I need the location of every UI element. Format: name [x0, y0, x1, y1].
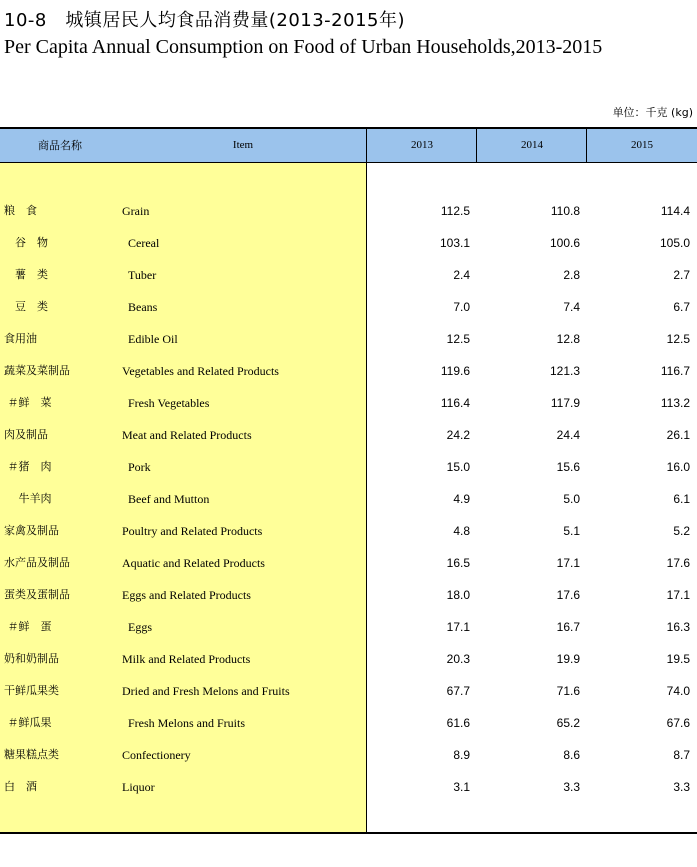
row-value-2013: 24.2 — [446, 428, 470, 442]
row-value-2013: 4.9 — [453, 492, 470, 506]
row-value-2013: 12.5 — [446, 332, 470, 346]
header-name-cn: 商品名称 — [38, 139, 82, 152]
row-label-cn: 牛羊肉 — [4, 492, 52, 505]
row-value-2015: 26.1 — [666, 428, 690, 442]
table-header — [0, 129, 697, 163]
table-row — [0, 611, 697, 643]
row-label-en: Tuber — [128, 268, 157, 282]
row-label-cn: ＃鲜 蛋 — [4, 620, 52, 633]
row-value-2013: 116.4 — [440, 396, 470, 410]
table-row — [0, 227, 697, 259]
row-value-2013: 20.3 — [446, 652, 470, 666]
row-label-en: Beef and Mutton — [128, 492, 210, 506]
table-row — [0, 259, 697, 291]
row-value-2013: 112.5 — [440, 204, 470, 218]
row-value-2015: 116.7 — [660, 364, 690, 378]
row-value-2015: 74.0 — [666, 684, 690, 698]
row-value-2015: 67.6 — [666, 716, 690, 730]
row-value-2014: 17.1 — [556, 556, 580, 570]
row-label-cn: 粮 食 — [4, 204, 37, 217]
header-item-en: Item — [232, 139, 254, 151]
row-label-en: Meat and Related Products — [122, 428, 252, 442]
row-value-2013: 17.1 — [446, 620, 470, 634]
row-value-2013: 2.4 — [453, 268, 470, 282]
row-label-en: Fresh Vegetables — [128, 396, 210, 410]
row-label-cn: 蛋类及蛋制品 — [4, 588, 70, 601]
row-label-cn: 食用油 — [4, 332, 37, 345]
row-label-cn: 豆 类 — [4, 300, 48, 313]
row-label-cn: 谷 物 — [4, 236, 48, 249]
row-label-en: Beans — [128, 300, 158, 314]
row-label-en: Eggs — [128, 620, 152, 634]
row-value-2015: 114.4 — [660, 204, 690, 218]
row-value-2014: 3.3 — [563, 780, 580, 794]
row-value-2014: 71.6 — [556, 684, 580, 698]
row-value-2014: 65.2 — [556, 716, 580, 730]
row-value-2014: 117.9 — [550, 396, 580, 410]
row-label-cn: ＃鲜瓜果 — [4, 716, 52, 729]
header-year-2014: 2014 — [476, 129, 587, 162]
row-label-en: Pork — [128, 460, 151, 474]
row-value-2014: 100.6 — [549, 236, 580, 250]
row-value-2015: 6.1 — [673, 492, 690, 506]
row-value-2015: 6.7 — [673, 300, 690, 314]
row-label-cn: ＃鲜 菜 — [4, 396, 52, 409]
table-row — [0, 451, 697, 483]
row-value-2014: 110.8 — [550, 204, 580, 218]
row-value-2013: 8.9 — [453, 748, 470, 762]
row-value-2015: 19.5 — [666, 652, 690, 666]
table-row — [0, 771, 697, 803]
row-label-cn: 肉及制品 — [4, 428, 48, 441]
row-label-en: Liquor — [122, 780, 155, 794]
row-label-en: Grain — [122, 204, 150, 218]
row-value-2013: 67.7 — [446, 684, 470, 698]
row-value-2015: 105.0 — [659, 236, 690, 250]
row-value-2013: 3.1 — [453, 780, 470, 794]
row-value-2015: 12.5 — [666, 332, 690, 346]
row-value-2013: 16.5 — [446, 556, 470, 570]
row-value-2015: 16.0 — [666, 460, 690, 474]
header-year-2015: 2015 — [586, 129, 697, 162]
row-value-2013: 15.0 — [446, 460, 470, 474]
row-value-2013: 7.0 — [453, 300, 470, 314]
row-value-2014: 15.6 — [556, 460, 580, 474]
table-row — [0, 739, 697, 771]
row-value-2013: 18.0 — [446, 588, 470, 602]
row-value-2013: 103.1 — [439, 236, 470, 250]
table-row — [0, 195, 697, 227]
row-label-en: Dried and Fresh Melons and Fruits — [122, 684, 290, 698]
row-value-2014: 5.1 — [563, 524, 580, 538]
row-value-2015: 17.6 — [666, 556, 690, 570]
row-value-2015: 5.2 — [673, 524, 690, 538]
row-label-cn: 奶和奶制品 — [4, 652, 59, 665]
row-label-cn: 家禽及制品 — [4, 524, 59, 537]
row-label-cn: 白 酒 — [4, 780, 37, 793]
row-value-2014: 24.4 — [556, 428, 580, 442]
table-row — [0, 355, 697, 387]
table-row — [0, 675, 697, 707]
row-label-en: Milk and Related Products — [122, 652, 251, 666]
table-row — [0, 419, 697, 451]
row-label-en: Eggs and Related Products — [122, 588, 251, 602]
row-value-2014: 12.8 — [556, 332, 580, 346]
page-title-chinese: 10-8 城镇居民人均食品消费量(2013-2015年) — [4, 10, 406, 31]
row-label-en: Poultry and Related Products — [122, 524, 263, 538]
row-label-cn: ＃猪 肉 — [4, 460, 52, 473]
row-value-2015: 8.7 — [673, 748, 690, 762]
row-value-2013: 4.8 — [453, 524, 470, 538]
row-label-cn: 糖果糕点类 — [4, 748, 59, 761]
table-row — [0, 515, 697, 547]
row-value-2014: 121.3 — [549, 364, 580, 378]
row-value-2014: 5.0 — [563, 492, 580, 506]
row-label-en: Aquatic and Related Products — [122, 556, 265, 570]
row-value-2014: 17.6 — [556, 588, 580, 602]
row-value-2015: 17.1 — [666, 588, 690, 602]
table-row — [0, 547, 697, 579]
row-value-2015: 113.2 — [660, 396, 690, 410]
row-value-2015: 16.3 — [666, 620, 690, 634]
row-label-cn: 蔬菜及菜制品 — [4, 364, 70, 377]
table-row — [0, 483, 697, 515]
row-label-en: Edible Oil — [128, 332, 178, 346]
row-value-2015: 2.7 — [673, 268, 690, 282]
table-row — [0, 579, 697, 611]
page-title-english: Per Capita Annual Consumption on Food of Urban Households,2013-2015 — [4, 36, 603, 58]
row-value-2014: 2.8 — [563, 268, 580, 282]
table-row — [0, 291, 697, 323]
table-row — [0, 707, 697, 739]
header-year-2013: 2013 — [366, 129, 477, 162]
table-row — [0, 387, 697, 419]
row-label-cn: 干鲜瓜果类 — [4, 684, 59, 697]
row-label-cn: 水产品及制品 — [4, 556, 70, 569]
row-value-2014: 19.9 — [556, 652, 580, 666]
row-value-2014: 7.4 — [563, 300, 580, 314]
unit-label: 单位：千克 (kg) — [612, 106, 693, 119]
row-value-2014: 16.7 — [556, 620, 580, 634]
row-value-2013: 119.6 — [440, 364, 470, 378]
row-label-en: Vegetables and Related Products — [122, 364, 279, 378]
row-label-en: Fresh Melons and Fruits — [128, 716, 245, 730]
row-value-2014: 8.6 — [563, 748, 580, 762]
row-value-2015: 3.3 — [673, 780, 690, 794]
row-label-en: Cereal — [128, 236, 160, 250]
table-row — [0, 323, 697, 355]
table-bottom-rule — [0, 832, 697, 834]
row-label-en: Confectionery — [122, 748, 191, 762]
row-value-2013: 61.6 — [446, 716, 470, 730]
table-row — [0, 643, 697, 675]
row-label-cn: 薯 类 — [4, 268, 48, 281]
